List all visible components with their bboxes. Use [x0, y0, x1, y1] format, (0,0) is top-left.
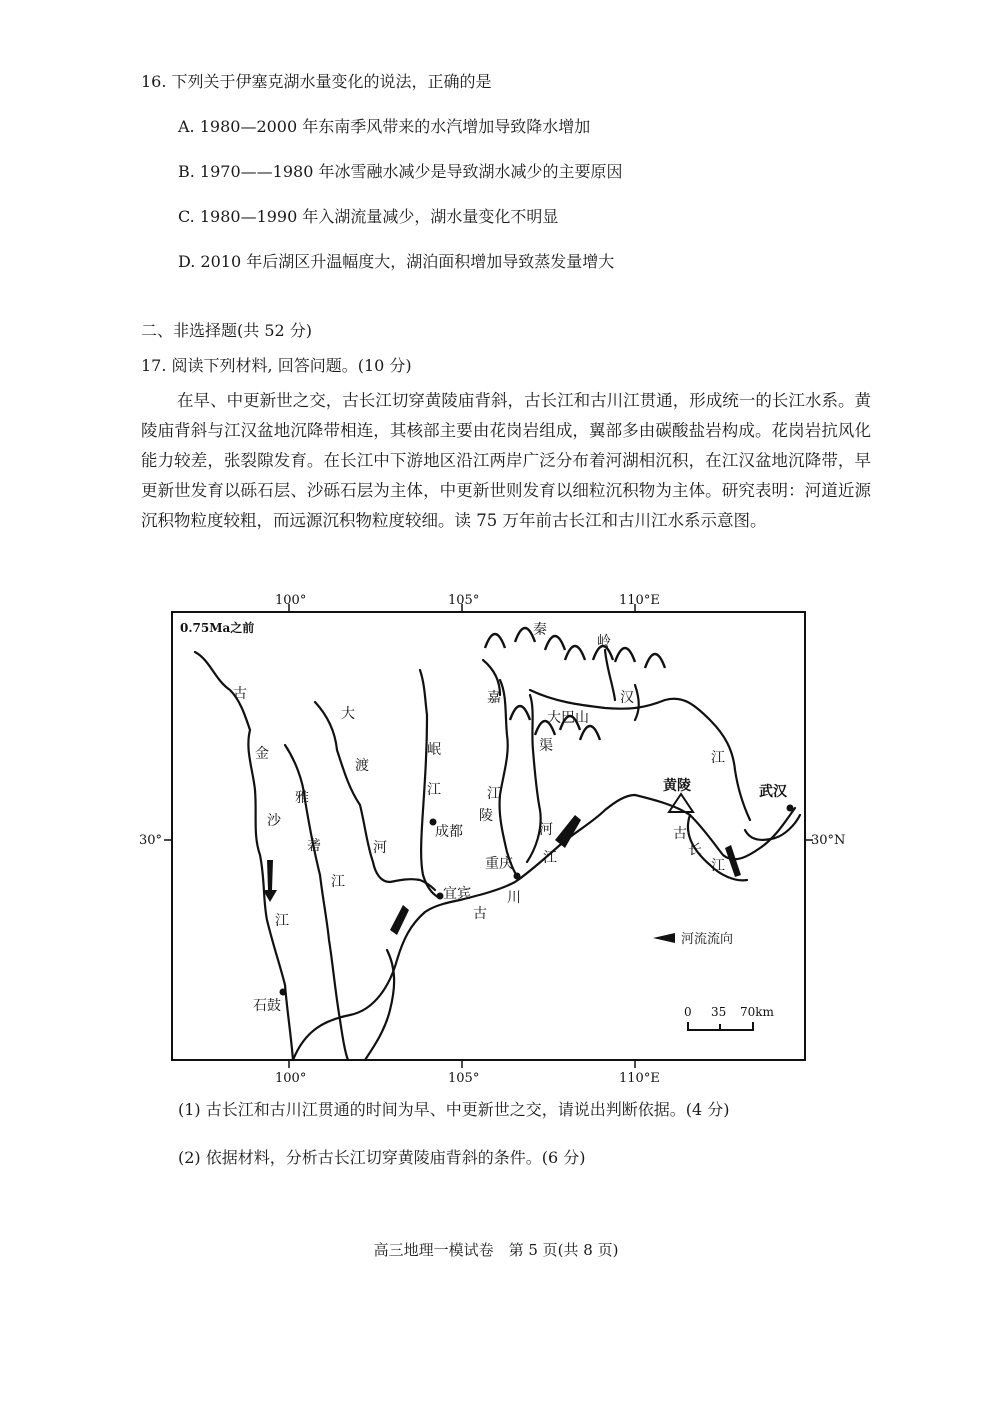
- label-wuhan: 武汉: [759, 784, 787, 800]
- map-frame: [172, 612, 805, 1060]
- q16-option-d: D. 2010 年后湖区升温幅度大，湖泊面积增加导致蒸发量增大: [178, 252, 615, 271]
- label-minjiang-2: 江: [427, 782, 441, 798]
- label-guchuan-1: 古: [473, 906, 487, 922]
- lat-right: 30°N: [811, 833, 846, 848]
- label-qu-1: 渠: [539, 738, 553, 754]
- river-labels: [233, 622, 725, 929]
- q17-sub-2: (2) 依据材料，分析古长江切穿黄陵庙背斜的条件。(6 分): [178, 1148, 586, 1167]
- label-qinling-2: 岭: [597, 634, 611, 650]
- label-jinsha-1: 古: [233, 686, 247, 702]
- label-jinsha-4: 江: [275, 913, 289, 929]
- scale-bar: [688, 1022, 753, 1030]
- label-yalong-2: 砻: [307, 838, 321, 854]
- label-jinsha-2: 金: [255, 746, 269, 762]
- label-jialing-1: 嘉: [487, 690, 501, 706]
- label-guchang-1: 古: [673, 826, 687, 842]
- label-yalong-3: 江: [331, 874, 345, 890]
- river-dadu: [315, 702, 435, 890]
- label-huangling: 黄陵: [663, 778, 691, 794]
- label-jialing-3: 江: [487, 786, 501, 802]
- label-dabashan: 大巴山: [547, 710, 589, 726]
- label-qu-2: 河: [539, 822, 553, 838]
- q17-stem: 17. 阅读下列材料, 回答问题。(10 分): [141, 356, 412, 375]
- label-guchuan-3: 江: [543, 850, 557, 866]
- river-guchuan: [293, 795, 635, 1060]
- legend-flow-label: 河流流向: [681, 932, 734, 947]
- section-title: 二、非选择题(共 52 分): [141, 321, 313, 340]
- q17-material-text: 在早、中更新世之交，古长江切穿黄陵庙背斜，古长江和古川江贯通，形成统一的长江水系。黄陵庙背斜与江汉盆地沉降带相连，其核部主要由花岗岩组成，翼部多由碳酸盐岩构成。花岗岩抗风化能力较差，张裂隙发育。在长江中下游地区沿江两岸广泛分布着河湖相沉积，在江汉盆地沉降带，早更新世发育以砾石层、沙砾石层为主体，中更新世则发育以细粒沉积物为主体。研究表明：河道近源沉积物粒度较粗，而远源沉积物粒度较细。读 75 万年前古长江和古川江水系示意图。: [141, 391, 871, 530]
- river-guchangjiang: [635, 795, 795, 859]
- bottom-tick-110: 110°E: [619, 1071, 660, 1086]
- city-dots: [280, 805, 794, 996]
- label-guchang-3: 江: [711, 858, 725, 874]
- bottom-tick-100: 100°: [275, 1071, 307, 1086]
- label-hanjiang-1: 汉: [620, 690, 634, 706]
- river-trib-2: [635, 685, 639, 720]
- scale-zero: 0: [684, 1005, 692, 1019]
- legend-arrow: [653, 933, 675, 943]
- q16-option-a: A. 1980—2000 年东南季风带来的水汽增加导致降水增加: [178, 117, 591, 136]
- scale-end: 70km: [740, 1005, 774, 1019]
- q16-stem: 16. 下列关于伊塞克湖水量变化的说法，正确的是: [141, 72, 492, 91]
- label-dadu-3: 河: [373, 840, 387, 856]
- label-hanjiang-2: 江: [711, 750, 725, 766]
- top-tick-110: 110°E: [619, 593, 660, 608]
- label-chengdu: 成都: [435, 824, 463, 840]
- label-jinsha-3: 沙: [267, 813, 281, 829]
- label-yalong-1: 雅: [295, 790, 309, 806]
- label-minjiang-1: 岷: [427, 742, 441, 758]
- q16-option-c: C. 1980—1990 年入湖流量减少，湖水量变化不明显: [178, 207, 559, 226]
- label-yibin: 宜宾: [443, 886, 471, 902]
- q17-material: [141, 386, 871, 536]
- lat-left: 30°: [139, 833, 163, 848]
- river-system-map: [135, 590, 846, 1086]
- q16-option-b: B. 1970——1980 年冰雪融水减少是导致湖水减少的主要原因: [178, 162, 623, 181]
- label-dadu-1: 大: [341, 706, 355, 722]
- label-qinling-1: 秦: [533, 622, 547, 638]
- top-tick-105: 105°: [448, 593, 480, 608]
- top-tick-100: 100°: [275, 593, 307, 608]
- map-corner-label: 0.75Ma之前: [180, 621, 255, 635]
- scale-mid: 35: [711, 1005, 727, 1019]
- label-chongqing: 重庆: [485, 856, 513, 872]
- label-guchuan-2: 川: [507, 890, 521, 906]
- rivers: [195, 650, 800, 1060]
- bottom-tick-105: 105°: [448, 1071, 480, 1086]
- label-shigu: 石鼓: [253, 998, 281, 1014]
- river-north-trib: [605, 650, 615, 700]
- label-dadu-2: 渡: [355, 758, 369, 774]
- label-guchang-2: 长: [688, 842, 702, 858]
- label-jialing-2: 陵: [479, 808, 493, 824]
- page-footer: 高三地理一模试卷 第 5 页(共 8 页): [373, 1241, 619, 1259]
- q17-sub-1: (1) 古长江和古川江贯通的时间为早、中更新世之交，请说出判断依据。(4 分): [178, 1100, 730, 1119]
